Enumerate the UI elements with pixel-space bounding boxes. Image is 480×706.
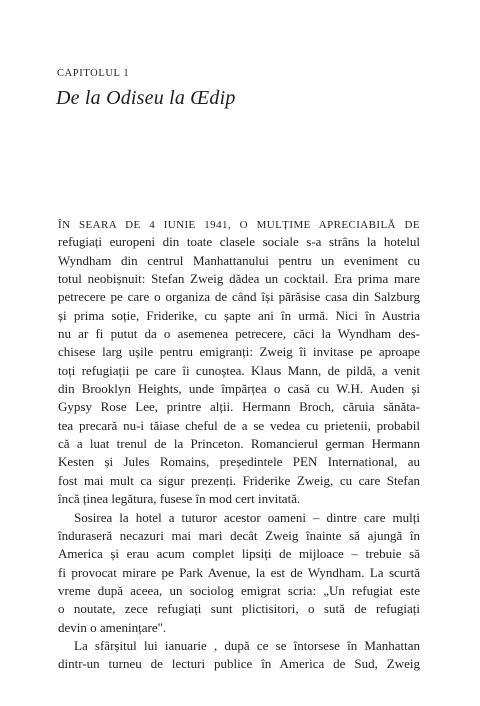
paragraph-1-line: chisese larg ușile pentru emigranți: Zweig îi invitase pe aproape bbox=[58, 344, 420, 360]
paragraph-2-line: Sosirea la hotel a tuturor acestor oameni – dintre care mulți bbox=[74, 509, 420, 525]
body-text bbox=[58, 215, 420, 674]
chapter-title: De la Odiseu la Œdip bbox=[56, 87, 236, 109]
paragraph-1-line: și prima soție, Friderike, cu șapte ani în urmă. Nici în Austria bbox=[58, 307, 420, 323]
paragraph-1-line: din Brooklyn Heights, unde împărțea o casă cu W.H. Auden și bbox=[58, 381, 420, 397]
paragraph-2-line: înduraseră necazuri mai mari decât Zweig înainte să ajungă în bbox=[58, 527, 420, 543]
paragraph-1-line: fost mai mult ca sigur prezenți. Friderike Zweig, cu care Stefan bbox=[58, 472, 420, 488]
paragraph-3-line: dintr-un turneu de lecturi publice în America de Sud, Zweig bbox=[58, 656, 420, 672]
paragraph-2-line: o noutate, zece refugiați sunt plictisitori, o sută de refugiați bbox=[58, 601, 420, 617]
paragraph-1-line: nu ar fi putut da o asemenea petrecere, căci la Wyndham des- bbox=[58, 326, 420, 342]
paragraph-1-line: tea precară nu-i tăiase cheful de a se vedea cu prietenii, probabil bbox=[58, 417, 420, 433]
paragraph-1-line: Gypsy Rose Lee, printre alții. Hermann Broch, căruia sănăta- bbox=[58, 399, 420, 415]
paragraph-2-line: devin o amenințare". bbox=[58, 619, 167, 635]
paragraph-1-line: toți refugiații pe care îi cunoștea. Klaus Mann, de pildă, a venit bbox=[58, 362, 420, 378]
paragraph-1-line: refugiați europeni din toate clasele sociale s-a strâns la hotelul bbox=[58, 234, 420, 250]
paragraph-1-line: încă ținea legătura, fusese în mod cert invitată. bbox=[58, 491, 301, 507]
paragraph-1-line: Kesten și Jules Romains, președintele PEN International, au bbox=[58, 454, 420, 470]
paragraph-1-line: petrecere pe care o organiza de când își părăsise casa din Salzburg bbox=[58, 289, 420, 305]
opening-smallcaps: ÎN SEARA DE 4 IUNIE 1941, O MULȚIME APRECIABILĂ DE bbox=[58, 219, 420, 231]
paragraph-2-line: vreme după aceea, un sociolog emigrat scria: „Un refugiat este bbox=[58, 582, 420, 598]
paragraph-3-line: La sfârșitul lui ianuarie , după ce se întorsese în Manhattan bbox=[74, 637, 420, 653]
paragraph-2-line: America și erau acum complet lipsiți de mijloace – trebuie să bbox=[58, 546, 420, 562]
paragraph-1-line: Wyndham din centrul Manhattanului pentru un eveniment cu bbox=[58, 252, 420, 268]
paragraph-2-line: fi provocat mirare pe Park Avenue, la est de Wyndham. La scurtă bbox=[58, 564, 420, 580]
paragraph-1-line: totul neobișnuit: Stefan Zweig dădea un cocktail. Era prima mare bbox=[58, 271, 420, 287]
paragraph-1-line-0 bbox=[58, 215, 420, 233]
chapter-label: CAPITOLUL 1 bbox=[57, 68, 130, 79]
paragraph-1-line: că a luat trenul de la Princeton. Romancierul german Hermann bbox=[58, 436, 420, 452]
